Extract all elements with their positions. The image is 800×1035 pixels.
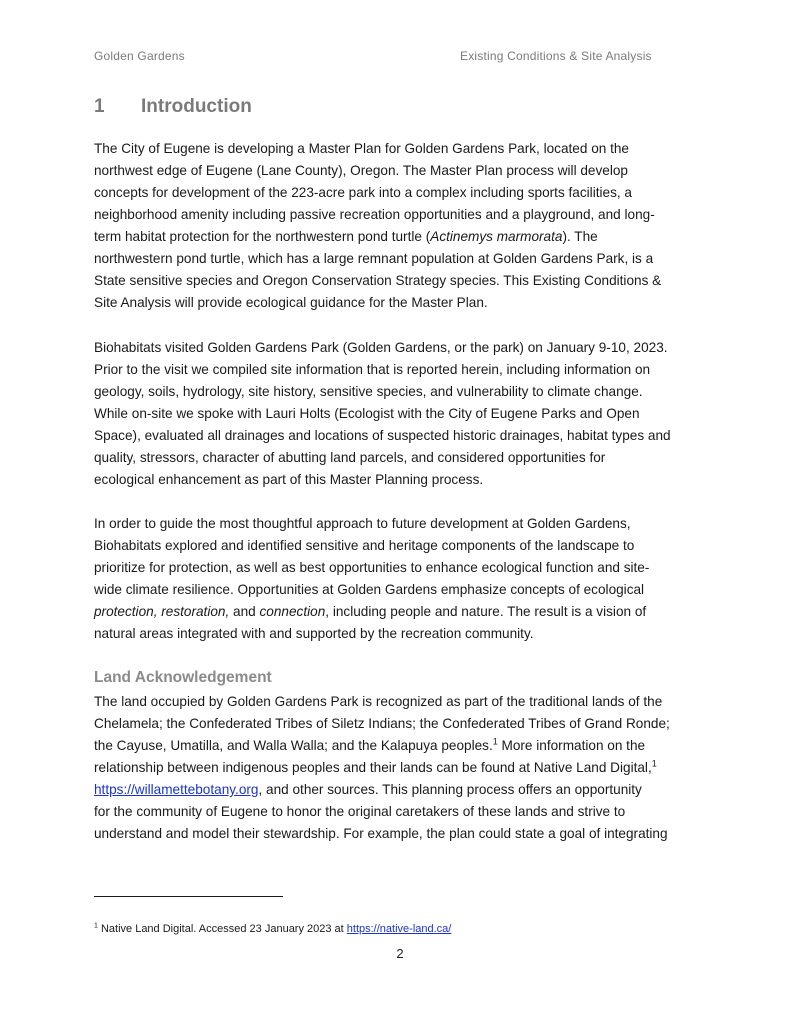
paragraph-line [94,757,714,779]
text-run: term habitat protection for the northwestern pond turtle ( [94,229,431,244]
footnote-reference[interactable]: 1 [651,758,657,769]
paragraph-line: Biohabitats visited Golden Gardens Park (Golden Gardens, or the park) on January 9-10, 2023. [94,340,668,355]
text-run: More information on the [497,738,646,753]
subsection-heading: Land Acknowledgement [94,669,272,686]
running-header-section: Existing Conditions & Site Analysis [460,49,652,63]
paragraph-line [94,601,714,623]
paragraph-line: In order to guide the most thoughtful approach to future development at Golden Gardens, [94,516,631,531]
paragraph-line: understand and model their stewardship. For example, the plan could state a goal of integrating [94,826,668,841]
paragraph-line: The land occupied by Golden Gardens Park is recognized as part of the traditional lands of the [94,694,663,709]
text-run: the Cayuse, Umatilla, and Walla Walla; and the Kalapuya peoples. [94,738,493,753]
paragraph-line: northwestern pond turtle, which has a large remnant population at Golden Gardens Park, is a [94,251,654,266]
emphasis-text: connection [259,604,326,619]
paragraph-line: for the community of Eugene to honor the original caretakers of these lands and strive to [94,804,626,819]
text-run: ). The [562,229,598,244]
paragraph-line: The City of Eugene is developing a Master Plan for Golden Gardens Park, located on the [94,141,629,156]
paragraph-line: Prior to the visit we compiled site information that is reported herein, including information on [94,362,651,377]
running-header-title: Golden Gardens [94,49,185,63]
footnote-reference[interactable]: 1 [492,736,498,747]
paragraph-line: concepts for development of the 223-acre park into a complex including sports facilities, a [94,185,632,200]
species-name: Actinemys marmorata [430,229,563,244]
text-run: and [229,604,260,619]
footnote-text: Native Land Digital. Accessed 23 January 2023 at [97,923,347,935]
paragraph-line: geology, soils, hydrology, site history, sensitive species, and vulnerability to climate change. [94,384,643,399]
page-number: 2 [396,946,404,961]
paragraph-line: natural areas integrated with and supported by the recreation community. [94,626,534,641]
section-title: Introduction [141,96,252,117]
paragraph-line: State sensitive species and Oregon Conservation Strategy species. This Existing Conditions & [94,273,662,288]
paragraph-site-visit [94,337,714,491]
paragraph-line: ecological enhancement as part of this Master Planning process. [94,472,484,487]
native-land-link[interactable]: https://native-land.ca/ [346,923,452,935]
footnote [94,923,451,935]
paragraph-line: neighborhood amenity including passive recreation opportunities and a playground, and long- [94,207,655,222]
text-run: , and other sources. This planning process offers an opportunity [258,782,642,797]
footnote-separator [94,896,283,897]
paragraph-line: quality, stressors, character of abutting land parcels, and considered opportunities for [94,450,606,465]
willamette-botany-link[interactable]: https://willamettebotany.org [94,782,259,797]
text-run: relationship between indigenous peoples and their lands can be found at Native Land Digital, [94,760,652,775]
paragraph-line: While on-site we spoke with Lauri Holts (Ecologist with the City of Eugene Parks and Open [94,406,640,421]
paragraph-line [94,226,714,248]
paragraph-line: Biohabitats explored and identified sensitive and heritage components of the landscape to [94,538,635,553]
section-heading [94,96,252,118]
paragraph-line: Site Analysis will provide ecological guidance for the Master Plan. [94,295,488,310]
section-number: 1 [94,96,105,117]
paragraph-line [94,735,714,757]
footnote-marker: 1 [94,922,98,930]
paragraph-line [94,779,714,801]
paragraph-line: wide climate resilience. Opportunities at Golden Gardens emphasize concepts of ecological [94,582,645,597]
paragraph-line: Chelamela; the Confederated Tribes of Siletz Indians; the Confederated Tribes of Grand Ronde; [94,716,670,731]
paragraph-line: Space), evaluated all drainages and locations of suspected historic drainages, habitat types and [94,428,671,443]
paragraph-line: northwest edge of Eugene (Lane County), Oregon. The Master Plan process will develop [94,163,628,178]
text-run: , including people and nature. The result is a vision of [325,604,647,619]
emphasis-text: protection, restoration, [94,604,230,619]
paragraph-approach [94,513,714,645]
paragraph-intro [94,138,714,314]
paragraph-line: prioritize for protection, as well as best opportunities to enhance ecological function and site- [94,560,650,575]
paragraph-land-acknowledgement [94,691,714,845]
